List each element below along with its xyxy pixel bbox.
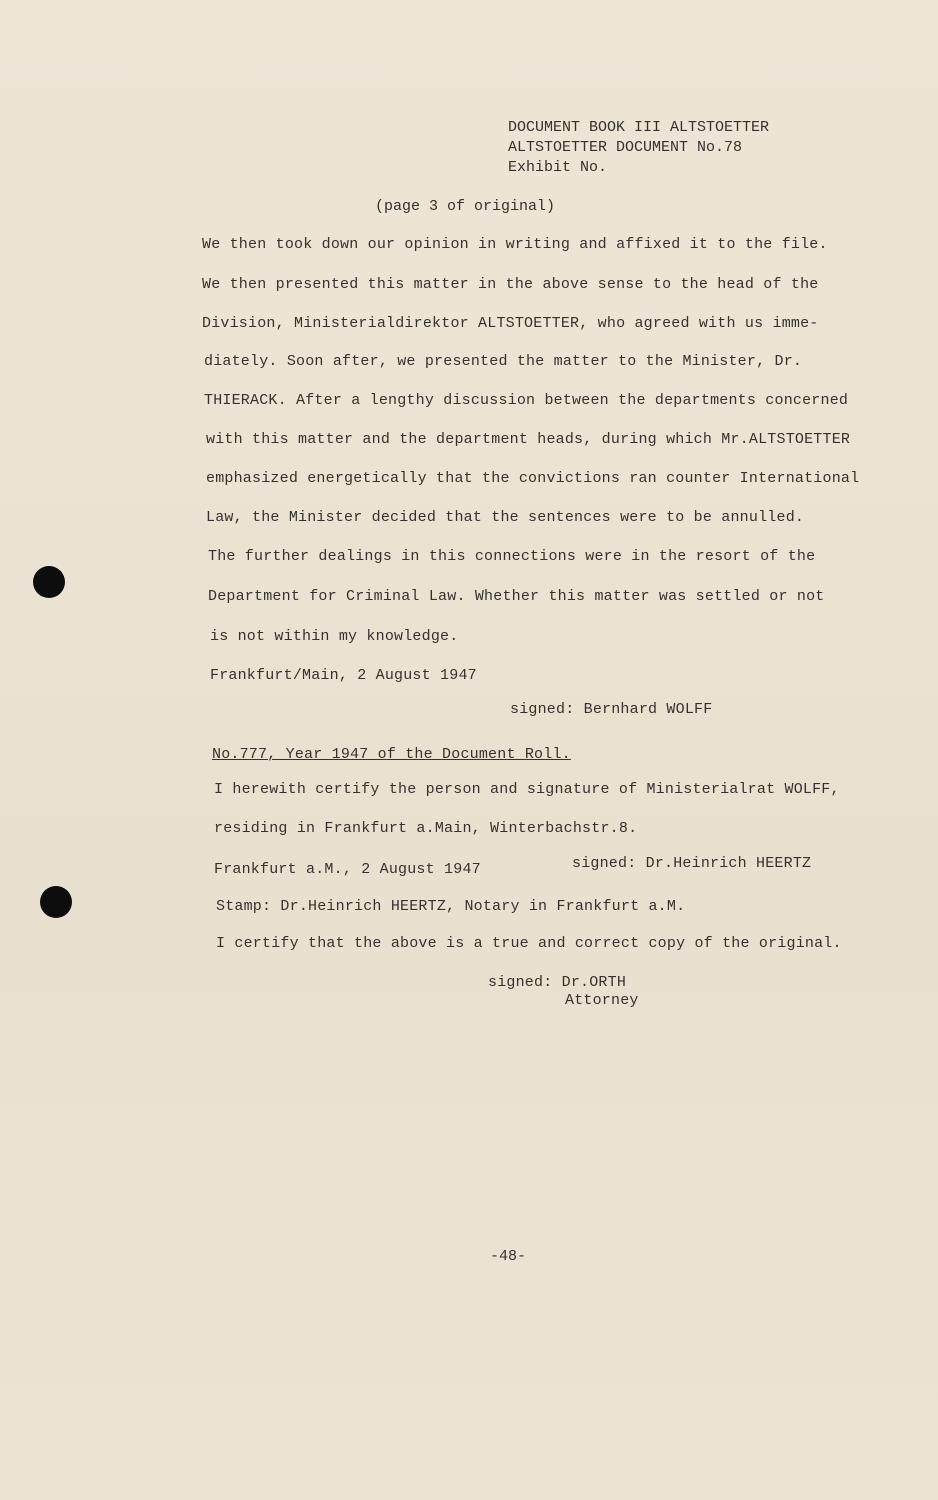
signature-wolff: signed: Bernhard WOLFF	[510, 701, 713, 718]
document-roll-line: No.777, Year 1947 of the Document Roll.	[212, 746, 571, 763]
notary-signature: signed: Dr.Heinrich HEERTZ	[572, 855, 812, 872]
place-date: Frankfurt/Main, 2 August 1947	[210, 667, 477, 684]
body-line: Department for Criminal Law. Whether this matter was settled or not	[208, 588, 825, 605]
body-line: Division, Ministerialdirektor ALTSTOETTER, who agreed with us imme-	[202, 315, 819, 332]
body-line: We then presented this matter in the above sense to the head of the	[202, 276, 819, 293]
body-line: Law, the Minister decided that the sentences were to be annulled.	[206, 509, 805, 526]
page-note: (page 3 of original)	[375, 198, 556, 215]
certification-line: residing in Frankfurt a.Main, Winterbachstr.8.	[214, 820, 638, 837]
body-line: The further dealings in this connections were in the resort of the	[208, 548, 816, 565]
body-line: is not within my knowledge.	[210, 628, 459, 645]
attorney-title: Attorney	[565, 992, 639, 1009]
signature-orth: signed: Dr.ORTH	[488, 974, 627, 991]
body-line: THIERACK. After a lengthy discussion between the departments concerned	[204, 392, 849, 409]
true-copy-line: I certify that the above is a true and correct copy of the original.	[216, 935, 842, 952]
document-header	[508, 118, 769, 178]
page-number: -48-	[490, 1248, 527, 1265]
header-line-3: Exhibit No.	[508, 159, 608, 176]
stamp-line: Stamp: Dr.Heinrich HEERTZ, Notary in Frankfurt a.M.	[216, 898, 686, 915]
body-line: emphasized energetically that the convictions ran counter International	[206, 470, 860, 487]
certification-line: I herewith certify the person and signature of Ministerialrat WOLFF,	[214, 781, 840, 798]
header-line-1: DOCUMENT BOOK III ALTSTOETTER	[508, 119, 770, 136]
body-line: diately. Soon after, we presented the matter to the Minister, Dr.	[204, 353, 803, 370]
punch-hole-bottom	[40, 886, 72, 918]
body-line: with this matter and the department heads, during which Mr.ALTSTOETTER	[206, 431, 851, 448]
body-line: We then took down our opinion in writing and affixed it to the file.	[202, 236, 828, 253]
header-line-2: ALTSTOETTER DOCUMENT No.78	[508, 139, 743, 156]
notary-date: Frankfurt a.M., 2 August 1947	[214, 861, 481, 878]
punch-hole-top	[33, 566, 65, 598]
